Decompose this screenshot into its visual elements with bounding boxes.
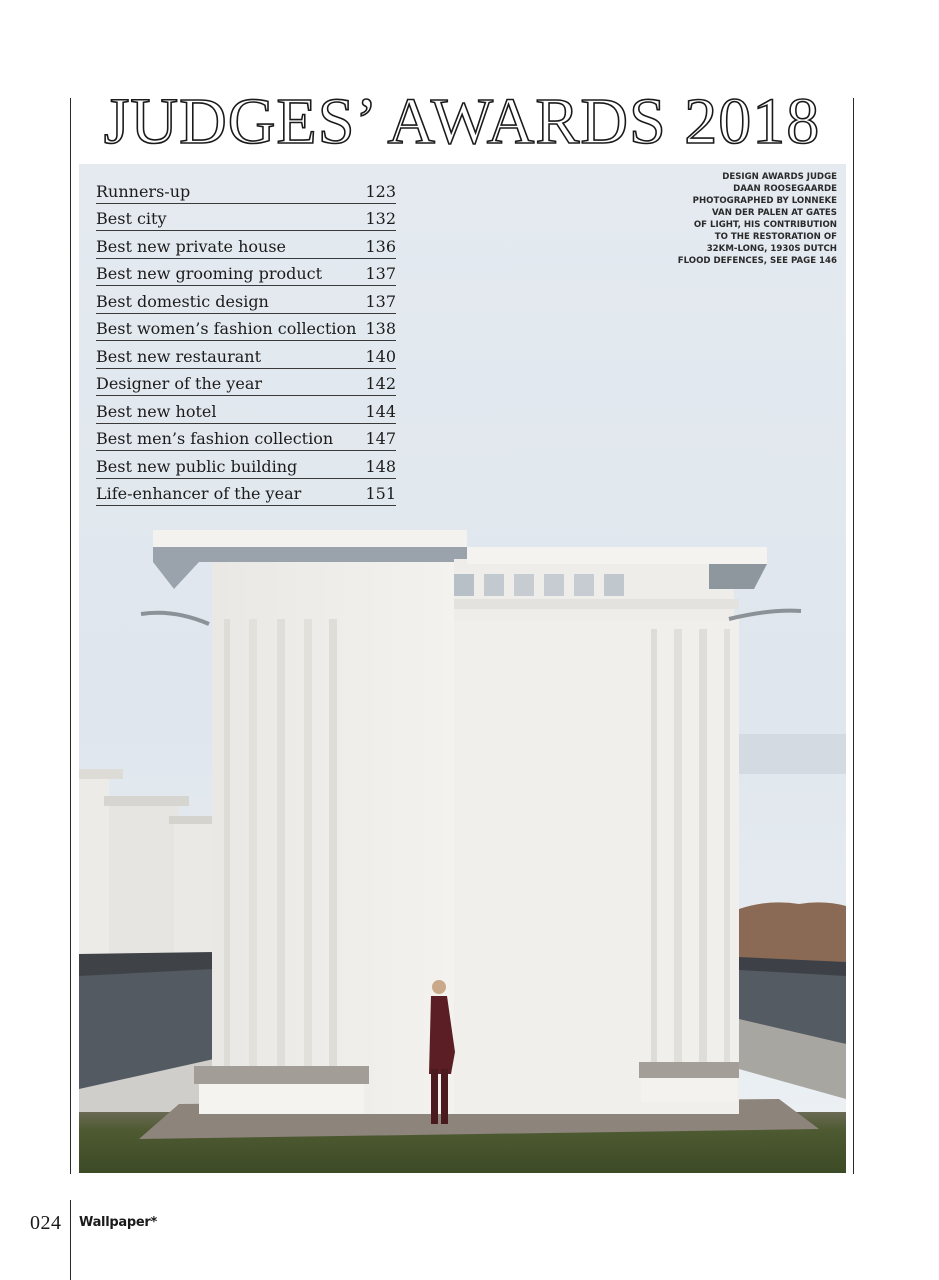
contents-label: Life-enhancer of the year <box>96 484 302 503</box>
contents-row-best-new-hotel[interactable] <box>96 396 396 424</box>
contents-row-best-city[interactable] <box>96 204 396 232</box>
folio-page-number: 024 <box>30 1212 62 1234</box>
contents-row-designer-of-the-year[interactable] <box>96 369 396 397</box>
caption-line: PHOTOGRAPHED BY LONNEKE <box>692 196 837 206</box>
right-column-rule <box>853 98 854 1174</box>
contents-page-number: 144 <box>365 401 396 421</box>
contents-label: Best new grooming product <box>96 264 323 283</box>
contents-row-best-domestic-design[interactable] <box>96 286 396 314</box>
contents-page-number: 148 <box>365 456 396 476</box>
contents-page-number: 147 <box>365 429 396 448</box>
contents-page-number: 137 <box>365 291 396 311</box>
caption-line: TO THE RESTORATION OF <box>714 232 837 242</box>
contents-label: Best new public building <box>96 456 298 476</box>
contents-page-number: 142 <box>365 374 396 393</box>
contents-label: Runners-up <box>96 181 191 201</box>
contents-row-best-new-restaurant[interactable] <box>96 341 396 369</box>
contents-page-number: 151 <box>365 484 396 503</box>
contents-label: Best domestic design <box>96 291 269 311</box>
caption-line: DAAN ROOSEGAARDE <box>733 184 837 194</box>
contents-label: Best new restaurant <box>96 346 262 366</box>
caption-line: DESIGN AWARDS JUDGE <box>722 172 837 182</box>
contents-label: Best women’s fashion collection <box>96 319 357 338</box>
contents-label: Best new private house <box>96 236 286 256</box>
footer-divider <box>70 1200 71 1280</box>
contents-page-number: 137 <box>365 264 396 283</box>
contents-label: Designer of the year <box>96 374 262 393</box>
contents-page-number: 140 <box>365 346 396 366</box>
contents-row-runners-up[interactable] <box>96 176 396 204</box>
magazine-brand: Wallpaper* <box>79 1215 157 1230</box>
contents-page-number: 132 <box>365 209 396 228</box>
left-column-rule <box>70 98 71 1174</box>
photo-caption <box>640 171 837 267</box>
contents-label: Best city <box>96 209 167 228</box>
caption-line: FLOOD DEFENCES, SEE PAGE 146 <box>677 256 837 266</box>
page-title: JUDGES’ AWARDS 2018 <box>103 85 821 158</box>
contents-page-number: 138 <box>365 319 396 338</box>
contents-row-best-mens-fashion[interactable] <box>96 424 396 452</box>
contents-row-best-womens-fashion[interactable] <box>96 314 396 342</box>
caption-line: VAN DER PALEN AT GATES <box>711 208 837 218</box>
contents-label: Best new hotel <box>96 401 217 421</box>
contents-row-best-new-public-building[interactable] <box>96 451 396 479</box>
contents-row-best-new-grooming-product[interactable] <box>96 259 396 287</box>
awards-contents-list <box>96 176 396 506</box>
contents-row-best-new-private-house[interactable] <box>96 231 396 259</box>
contents-label: Best men’s fashion collection <box>96 429 334 448</box>
contents-row-life-enhancer[interactable] <box>96 479 396 507</box>
caption-line: 32KM-LONG, 1930S DUTCH <box>706 244 837 254</box>
caption-line: OF LIGHT, HIS CONTRIBUTION <box>693 220 837 230</box>
contents-page-number: 123 <box>365 181 396 201</box>
contents-page-number: 136 <box>365 236 396 256</box>
